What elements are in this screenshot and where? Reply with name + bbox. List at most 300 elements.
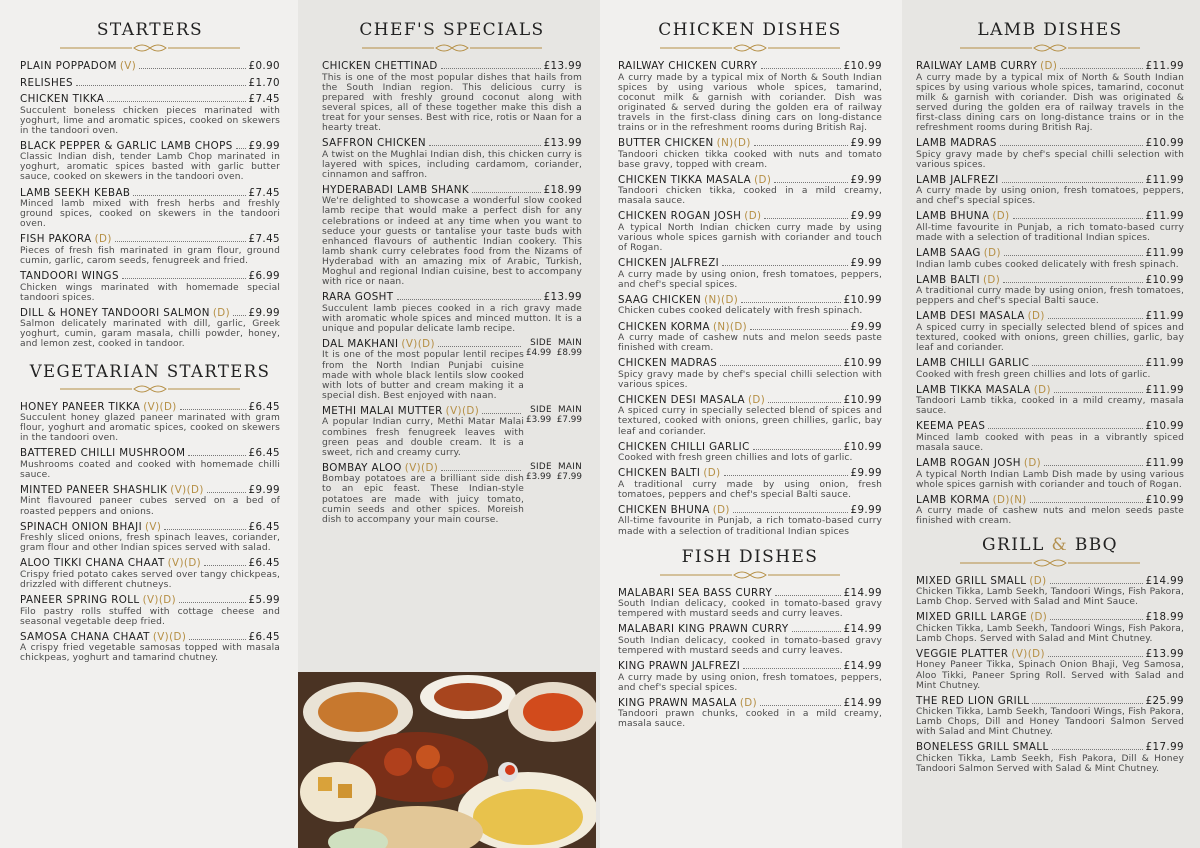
menu-item-name: FISH PAKORA	[20, 233, 92, 246]
menu-item-price: £14.99	[843, 586, 882, 599]
menu-item	[618, 210, 882, 253]
menu-item-head	[20, 557, 280, 570]
menu-item-description: A curry made by a typical mix of North & South Indian spices by using various whole spices, tamarind, coconut milk & garnish with coriander. Dish was originated & served during the golden era of railway travels in the first-class dining cars on long-distance trains or in the refreshment rooms during British Raj.	[618, 72, 882, 133]
menu-item-name: DAL MAKHANI	[322, 337, 399, 350]
menu-item-tag: (D)	[1029, 574, 1047, 587]
leader-dots	[482, 413, 521, 414]
menu-item-description: Spicy gravy made by chef's special chilli selection with various spices.	[916, 149, 1184, 170]
leader-dots	[179, 602, 246, 603]
menu-item-price: £10.99	[1145, 493, 1184, 506]
menu-item-price: £9.99	[850, 173, 882, 186]
menu-item-head	[916, 457, 1184, 470]
panel-starters	[0, 0, 298, 848]
leader-dots	[750, 329, 847, 330]
leader-dots	[761, 68, 841, 69]
menu-item-name: CHICKEN BALTI	[618, 467, 701, 480]
menu-item	[618, 660, 882, 693]
side-main-prices	[526, 338, 582, 358]
menu-item-price: £5.99	[248, 594, 280, 607]
menu-item-head	[618, 660, 882, 673]
panel-chicken-fish	[600, 0, 902, 848]
menu-item-description: We're delighted to showcase a wonderful slow cooked lamb recipe that would make a perfect dish for any celebrations or indeed at any time when you want to seduce your guests or tantalise your taste buds with enhanced flavours of authentic Indian cookery. This lamb shank curry celebrates food from the Nizams of Hyderabad with an amazing mix of Arabic, Turkish, Moghul and regional Indian cuisine, best to accompany with rice or naan.	[322, 196, 582, 288]
menu-item-price: £10.99	[843, 60, 882, 72]
leader-dots	[122, 278, 246, 279]
menu-item	[916, 741, 1184, 774]
menu-item-price: £13.99	[543, 291, 582, 304]
menu-item-name: HYDERABADI LAMB SHANK	[322, 183, 470, 196]
fish-list	[618, 587, 882, 730]
menu-item	[20, 93, 280, 136]
menu-item-price: £6.99	[248, 270, 280, 283]
menu-item-name: BLACK PEPPER & GARLIC LAMB CHOPS	[20, 139, 233, 152]
menu-item-price: £10.99	[843, 357, 882, 370]
menu-item-name: SPINACH ONION BHAJI	[20, 520, 143, 533]
menu-item-tag: (V)(D)	[143, 400, 177, 413]
menu-item-head	[618, 587, 882, 600]
leader-dots	[107, 101, 245, 102]
menu-item-description: A curry made by a typical mix of North & South Indian spices by using various whole spices, tamarind, coconut milk & garnish with coriander. Dish was originated & served during the golden era of railway travels in the first-class dining cars on long-distance trains or in the refreshment rooms during British Raj.	[916, 72, 1184, 133]
leader-dots	[133, 195, 245, 196]
menu-item-price: £9.99	[850, 503, 882, 516]
menu-item	[20, 60, 280, 73]
menu-item-tag: (V)(D)	[445, 404, 480, 417]
menu-item	[618, 697, 882, 730]
leader-dots	[441, 470, 521, 471]
menu-item-head	[20, 140, 280, 153]
menu-item	[20, 521, 280, 554]
side-main-prices	[526, 405, 582, 425]
menu-item-description: Minced lamb mixed with fresh herbs and freshly ground spices, cooked on skewers in the tandoori oven.	[20, 199, 280, 230]
menu-item-price: £6.45	[248, 400, 280, 413]
menu-item-head	[916, 494, 1184, 507]
chicken-list	[618, 60, 882, 537]
menu-item-name: KING PRAWN MASALA	[618, 696, 737, 709]
menu-item-head	[322, 291, 582, 304]
menu-item-tag: (D)	[983, 273, 1001, 286]
menu-item-price: £10.99	[1145, 273, 1184, 286]
menu-item	[20, 447, 280, 480]
leader-dots	[233, 315, 245, 316]
menu-item-description: A curry made of cashew nuts and melon seeds paste finished with cream.	[618, 333, 882, 354]
leader-dots	[115, 241, 246, 242]
menu-item-price: £13.99	[1145, 647, 1184, 660]
menu-item-name: CHICKEN CHILLI GARLIC	[618, 440, 750, 453]
menu-item-description: Chicken Tikka, Lamb Seekh, Fish Pakora, Dill & Honey Tandoori Salmon Served with Salad & Mint Chutney.	[916, 753, 1184, 775]
menu-item-description: Indian lamb cubes cooked delicately with fresh spinach.	[916, 259, 1179, 270]
menu-item	[20, 401, 280, 444]
menu-item-description: Classic Indian dish, tender Lamb Chop marinated in yoghurt, aromatic spices basted with garlic butter sauce, cooked on skewers in the tandoori oven.	[20, 152, 280, 183]
menu-item-head	[618, 623, 882, 636]
menu-item-name: CHICKEN DESI MASALA	[618, 393, 745, 406]
menu-item-tag: (D)	[1033, 383, 1051, 396]
menu-item	[916, 310, 1184, 353]
menu-item-tag: (D)	[992, 210, 1010, 223]
menu-item-name: BOMBAY ALOO	[322, 461, 402, 474]
menu-item	[618, 623, 882, 656]
menu-item-price: £18.99	[1145, 611, 1184, 624]
menu-item	[916, 457, 1184, 490]
menu-item	[618, 137, 882, 170]
menu-item-head	[916, 384, 1184, 397]
menu-item-head	[916, 310, 1184, 323]
menu-item-name: LAMB ROGAN JOSH	[916, 457, 1021, 470]
menu-item-head	[618, 174, 882, 187]
veg-starters-title: VEGETARIAN STARTERS	[29, 361, 271, 381]
menu-item-head	[20, 187, 280, 200]
side-main-prices	[526, 462, 582, 482]
menu-item-head	[916, 648, 1184, 661]
leader-dots	[139, 68, 245, 69]
leader-dots	[1000, 145, 1143, 146]
chefs-side-main-list	[322, 338, 582, 525]
menu-item	[618, 504, 882, 537]
menu-item-price: £11.99	[1145, 60, 1184, 72]
menu-item-name: CHICKEN KORMA	[618, 320, 710, 333]
grill-list	[916, 575, 1184, 775]
chicken-title: CHICKEN DISHES	[658, 20, 842, 40]
menu-item-head	[20, 484, 280, 497]
menu-item	[618, 321, 882, 354]
menu-item-name: MALABARI SEA BASS CURRY	[618, 586, 773, 599]
grill-title-b: BBQ	[1068, 534, 1118, 555]
menu-item-head	[20, 594, 280, 607]
menu-item-description: Cooked with fresh green chillies and lots of garlic.	[618, 453, 853, 464]
menu-item-name: MIXED GRILL SMALL	[916, 574, 1027, 587]
menu-item-description: Tandoori Lamb tikka, cooked in a mild creamy, masala sauce.	[916, 396, 1184, 417]
menu-item-tag: (D)	[748, 393, 766, 406]
menu-item-price: £11.99	[1145, 247, 1184, 260]
leader-dots	[236, 148, 246, 149]
menu-item-name: LAMB MADRAS	[916, 137, 997, 150]
flourish-divider	[362, 42, 542, 54]
menu-item-name: BONELESS GRILL SMALL	[916, 741, 1049, 754]
menu-item-description: Pieces of fresh fish marinated in gram flour, ground cumin, garlic, carom seeds, fenugreek and fried.	[20, 245, 280, 266]
menu-item-price: £14.99	[843, 623, 882, 636]
starters-title: STARTERS	[96, 20, 204, 40]
menu-item	[20, 140, 280, 183]
menu-item-name: MINTED PANEER SHASHLIK	[20, 483, 168, 496]
leader-dots	[720, 365, 840, 366]
menu-item-description: A typical North Indian chicken curry made by using various whole spices garnish with coriander and touch of Rogan.	[618, 222, 882, 254]
leader-dots	[741, 302, 840, 303]
menu-item-price: £6.45	[248, 447, 280, 460]
menu-item-name: LAMB SEEKH KEBAB	[20, 186, 131, 199]
menu-item-description: Succulent lamb pieces cooked in a rich gravy made with aromatic whole spices and minced mutton. It is a unique and popular delicate lamb recipe.	[322, 303, 582, 334]
side-main-labels: SIDE MAIN	[530, 404, 582, 415]
menu-item-description: A typical North Indian Lamb Dish made by using various whole spices garnish with coriander and touch of Rogan.	[916, 469, 1184, 490]
menu-item-head	[618, 441, 882, 454]
menu-item-tag: (V)(D)	[142, 594, 177, 607]
menu-item-tag: (V)	[119, 60, 137, 72]
menu-item-price: £9.99	[850, 137, 882, 150]
menu-item-price: £11.99	[1145, 383, 1184, 396]
menu-item	[618, 60, 882, 133]
menu-item	[618, 587, 882, 620]
menu-item-head	[618, 294, 882, 307]
leader-dots	[472, 192, 541, 193]
leader-dots	[760, 705, 841, 706]
leader-dots	[722, 265, 847, 266]
menu-item-description: This is one of the most popular dishes that hails from the South Indian region. This delicious curry is prepared with freshly ground coconut along with several spices, all of these together make this dish a treat for your senses. Best with rice, rotis or Naan for a hearty treat.	[322, 72, 582, 133]
menu-item-price: £17.99	[1145, 741, 1184, 754]
leader-dots	[1003, 282, 1142, 283]
leader-dots	[764, 218, 847, 219]
leader-dots	[774, 182, 847, 183]
menu-item-name: RAILWAY LAMB CURRY	[916, 60, 1038, 72]
menu-item-name: KING PRAWN JALFREZI	[618, 660, 741, 672]
menu-item-name: SAMOSA CHANA CHAAT	[20, 630, 150, 643]
side-main-values: £3.99 £7.99	[526, 471, 582, 482]
menu-item-head	[20, 521, 280, 534]
menu-item-head	[916, 420, 1184, 433]
menu-item-head	[20, 307, 280, 320]
menu-item-name: LAMB BHUNA	[916, 210, 990, 223]
menu-item-name: LAMB SAAG	[916, 247, 981, 260]
menu-item-head	[916, 695, 1184, 708]
menu-item-price: £9.99	[850, 257, 882, 270]
menu-item-tag: (D)	[1027, 310, 1045, 323]
menu-item-price: £9.99	[248, 306, 280, 319]
menu-item-description: Spicy gravy made by chef's special chilli selection with various spices.	[618, 369, 882, 390]
menu-item-description: Filo pastry rolls stuffed with cottage cheese and seasonal vegetable deep fried.	[20, 606, 280, 627]
menu-item-tag: (D)	[712, 503, 730, 516]
menu-item-price: £11.99	[1145, 457, 1184, 470]
leader-dots	[1052, 749, 1143, 750]
menu-item	[322, 338, 582, 401]
menu-item-description: A curry made by using onion, fresh tomatoes, peppers, and chef's special spices.	[618, 672, 882, 693]
menu-item-description: A spiced curry in specially selected blend of spices and textured, cooked with onions, green chillies, garlic, bay leaf and coriander.	[618, 406, 882, 437]
menu-item-name: LAMB CHILLI GARLIC	[916, 357, 1030, 370]
menu-item-price: £25.99	[1145, 694, 1184, 707]
menu-item-price: £11.99	[1145, 173, 1184, 186]
menu-item-head	[20, 77, 280, 90]
menu-item-price: £9.99	[850, 210, 882, 223]
menu-item-head	[916, 137, 1184, 150]
menu-item-head	[916, 575, 1184, 588]
menu-item	[20, 307, 280, 350]
menu-item-name: VEGGIE PLATTER	[916, 647, 1009, 660]
menu-item-price: £9.99	[850, 467, 882, 480]
leader-dots	[1044, 465, 1142, 466]
menu-item	[322, 291, 582, 334]
menu-item	[916, 611, 1184, 644]
leader-dots	[164, 529, 245, 530]
menu-item-head	[916, 357, 1184, 370]
menu-item-head	[618, 321, 882, 334]
menu-item	[916, 648, 1184, 691]
leader-dots	[1054, 392, 1143, 393]
menu-item-name: SAFFRON CHICKEN	[322, 137, 426, 150]
menu-item-tag: (D)	[212, 306, 231, 319]
menu-item	[916, 420, 1184, 453]
menu-item-description: Tandoori chicken tikka, cooked in a mild creamy, masala sauce.	[618, 186, 882, 207]
menu-item-head	[322, 184, 582, 197]
menu-item	[20, 233, 280, 266]
leader-dots	[1032, 365, 1142, 366]
menu-item	[322, 184, 582, 287]
menu-item-price: £7.45	[248, 186, 280, 199]
menu-item-description: Bombay potatoes are a brilliant side dish to an epic feast. These Indian-style potatoes are made with juicy tomato, cumin seeds and other spices. Moreish dish to accompany your main course.	[322, 474, 524, 525]
leader-dots	[204, 565, 245, 566]
flourish-divider	[660, 569, 840, 581]
menu-item	[618, 257, 882, 290]
menu-item	[916, 384, 1184, 417]
menu-item-price: £7.45	[248, 233, 280, 246]
food-photo	[298, 672, 596, 848]
menu-item-tag: (D)	[754, 173, 772, 186]
menu-item	[20, 557, 280, 590]
menu-item-name: RARA GOSHT	[322, 291, 394, 304]
menu-item-description: Mint flavoured paneer cubes served on a bed of roasted peppers and onions.	[20, 496, 280, 517]
menu-item-tag: (D)	[983, 247, 1001, 260]
menu-item-name: CHICKEN TIKKA MASALA	[618, 173, 752, 186]
menu-item-price: £6.45	[248, 557, 280, 570]
menu-item-name: HONEY PANEER TIKKA	[20, 400, 141, 413]
menu-item-name: LAMB KORMA	[916, 493, 990, 506]
menu-item-head	[618, 357, 882, 370]
menu-item-head	[618, 394, 882, 407]
flourish-divider	[960, 557, 1140, 569]
menu-item	[20, 187, 280, 230]
menu-item-description: Tandoori chicken tikka cooked with nuts and tomato base gravy, topped with cream.	[618, 149, 882, 170]
menu-item	[618, 467, 882, 500]
leader-dots	[792, 631, 841, 632]
menu-item-description: All-time favourite in Punjab, a rich tomato-based curry made with a selection of traditional Indian spices.	[916, 222, 1184, 244]
menu-item-description: South Indian delicacy, cooked in tomato-based gravy tempered with mustard seeds and curry leaves.	[618, 635, 882, 656]
leader-dots	[754, 145, 848, 146]
menu-item	[322, 462, 582, 525]
menu-item	[618, 441, 882, 464]
menu-item-description: A traditional curry made by using onion, fresh tomatoes, peppers and chef's special Balti sauce.	[916, 286, 1184, 307]
menu-item-head	[322, 137, 582, 150]
menu-item-name: KEEMA PEAS	[916, 420, 986, 433]
menu-item-price: £11.99	[1145, 210, 1184, 223]
menu-item-tag: (D)	[703, 467, 721, 480]
menu-item	[916, 575, 1184, 608]
menu-item	[916, 357, 1184, 380]
menu-item-head	[618, 137, 882, 150]
menu-item-name: SAAG CHICKEN	[618, 293, 702, 306]
menu-item-description: Salmon delicately marinated with dill, garlic, Greek yoghurt, cumin, garam masala, chilli powder, honey, and lemon zest, cooked in tandoor.	[20, 319, 280, 350]
leader-dots	[775, 595, 840, 596]
menu-item-description: Mushrooms coated and cooked with homemade chilli sauce.	[20, 459, 280, 480]
menu-item-price: £14.99	[1145, 574, 1184, 587]
menu-item-description: All-time favourite in Punjab, a rich tomato-based curry made with a selection of traditional Indian spices	[618, 516, 882, 537]
menu-item	[20, 270, 280, 303]
chefs-list	[322, 60, 582, 334]
menu-item-description: A curry made by using onion, fresh tomatoes, peppers, and chef's special spices.	[916, 186, 1184, 207]
leader-dots	[441, 68, 541, 69]
flourish-divider	[60, 383, 240, 395]
menu-item-name: MIXED GRILL LARGE	[916, 611, 1028, 624]
menu-item-name: DILL & HONEY TANDOORI SALMON	[20, 306, 210, 319]
menu-item-description: South Indian delicacy, cooked in tomato-based gravy tempered with mustard seeds and curry leaves.	[618, 599, 882, 620]
menu-item-head	[20, 631, 280, 644]
fish-title: FISH DISHES	[681, 546, 819, 567]
menu-item	[322, 60, 582, 133]
menu-item-tag: (V)(D)	[170, 483, 204, 496]
leader-dots	[724, 475, 848, 476]
menu-item-price: £9.99	[850, 320, 882, 333]
leader-dots	[1048, 318, 1143, 319]
menu-item	[916, 274, 1184, 307]
menu-item	[916, 695, 1184, 738]
leader-dots	[768, 402, 840, 403]
menu-item-price: £7.45	[248, 93, 280, 105]
grill-title	[916, 535, 1184, 555]
menu-item-name: CHICKEN JALFREZI	[618, 257, 720, 270]
menu-item-description: Honey Paneer Tikka, Spinach Onion Bhaji, Veg Samosa, Aloo Tikki, Paneer Spring Roll. Served with Salad and Mint Chutney.	[916, 660, 1184, 691]
menu-item-price: £6.45	[248, 630, 280, 643]
menu-item-name: LAMB TIKKA MASALA	[916, 383, 1031, 396]
menu-item-name: CHICKEN TIKKA	[20, 93, 105, 105]
leader-dots	[743, 668, 840, 669]
menu-item-description: A crispy fried vegetable samosas topped with masala chickpeas, yoghurt and tamarind chutney.	[20, 643, 280, 664]
menu-item-tag: (D)	[1040, 60, 1058, 72]
grill-title-a: GRILL	[982, 534, 1052, 555]
menu-item-head	[916, 247, 1184, 260]
menu-item-name: CHICKEN MADRAS	[618, 357, 718, 370]
menu-item-head	[20, 447, 280, 460]
leader-dots	[188, 455, 245, 456]
leader-dots	[189, 639, 245, 640]
menu-item	[916, 174, 1184, 207]
menu-item-name: PANEER SPRING ROLL	[20, 594, 140, 607]
leader-dots	[753, 449, 841, 450]
menu-item	[916, 247, 1184, 270]
menu-item-head	[916, 60, 1184, 73]
menu-item-name: LAMB BALTI	[916, 273, 980, 286]
menu-item-price: £11.99	[1145, 357, 1184, 370]
menu-item	[20, 77, 280, 90]
menu-item	[20, 631, 280, 664]
menu-item-price: £14.99	[843, 696, 882, 709]
menu-item-description: A twist on the Mughlai Indian dish, this chicken curry is layered with spices, including cardamom, coriander, cinnamon and saffron.	[322, 149, 582, 180]
menu-item	[322, 405, 582, 458]
menu-item-name: BATTERED CHILLI MUSHROOM	[20, 447, 186, 460]
menu-item-tag: (N)(D)	[704, 293, 739, 306]
menu-item-tag: (D)	[744, 210, 762, 223]
lamb-title: LAMB DISHES	[977, 20, 1123, 40]
menu-item-head	[322, 60, 582, 73]
flourish-divider	[660, 42, 840, 54]
menu-item-head	[618, 467, 882, 480]
menu-item-price: £9.99	[248, 483, 280, 496]
menu-item	[618, 174, 882, 207]
menu-item-head	[618, 60, 882, 73]
menu-item-tag: (N)(D)	[716, 137, 751, 150]
menu-item-description: Tandoori prawn chunks, cooked in a mild creamy, masala sauce.	[618, 709, 882, 730]
lamb-list	[916, 60, 1184, 527]
menu-item-description: Chicken wings marinated with homemade special tandoori spices.	[20, 282, 280, 303]
menu-item	[20, 594, 280, 627]
flourish-divider	[60, 42, 240, 54]
menu-item-head	[20, 60, 280, 73]
menu-item-price: £10.99	[1145, 137, 1184, 150]
menu-item-name: METHI MALAI MUTTER	[322, 404, 443, 417]
leader-dots	[733, 512, 848, 513]
menu-item-description: Crispy fried potato cakes served over tangy chickpeas, drizzled with different chutneys.	[20, 569, 280, 590]
menu-item-description: Succulent boneless chicken pieces marinated with yoghurt, lime and aromatic spices, cooked on skewers in the tandoori oven.	[20, 105, 280, 136]
veg-starters-list	[20, 401, 280, 664]
menu-item-name: PLAIN POPPADOM	[20, 60, 117, 72]
menu-item-price: £6.45	[248, 520, 280, 533]
menu-item-description: Chicken cubes cooked delicately with fresh spinach.	[618, 306, 863, 317]
menu-item-tag: (N)(D)	[712, 320, 748, 333]
leader-dots	[1004, 255, 1143, 256]
menu-item-head	[20, 93, 280, 106]
menu-item	[618, 294, 882, 317]
